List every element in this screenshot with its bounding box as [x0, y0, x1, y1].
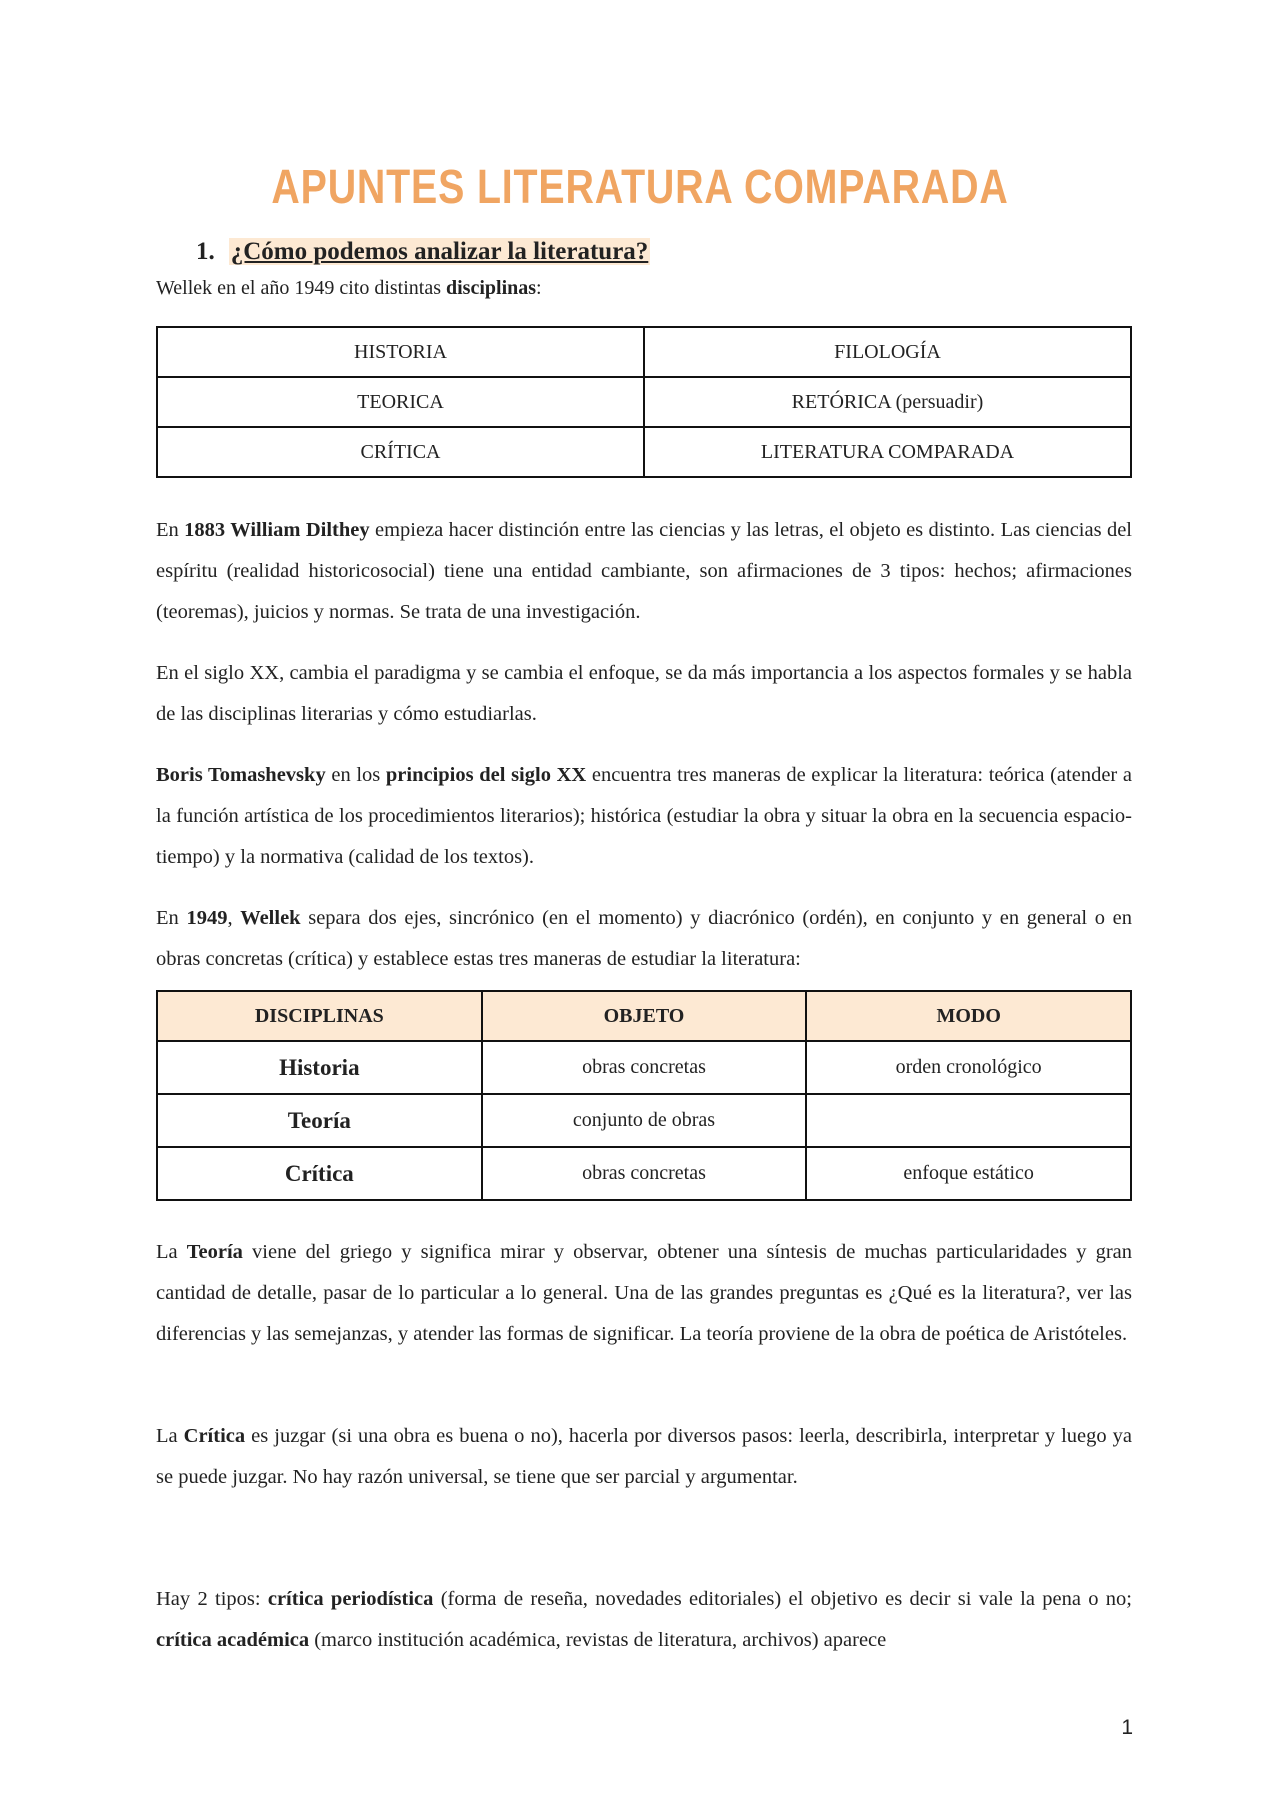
text: En el siglo XX, cambia el paradigma y se cambia el enfoque, se da más importancia a los aspectos formales y se habla de las disciplinas literarias y cómo estudiarlas.: [156, 662, 1132, 725]
bold-text: Crítica: [183, 1425, 246, 1447]
table-header: OBJETO: [482, 991, 807, 1041]
table-row: [157, 1041, 1131, 1094]
table-cell: obras concretas: [482, 1147, 807, 1200]
table-row: [157, 377, 1131, 427]
table-header-row: [157, 991, 1131, 1041]
table-cell: conjunto de obras: [482, 1094, 807, 1147]
bold-text: Wellek: [240, 907, 301, 929]
page-title: APUNTES LITERATURA COMPARADA: [271, 161, 1009, 214]
table-cell: CRÍTICA: [157, 427, 644, 477]
text: (marco institución académica, revistas de literatura, archivos) aparece: [309, 1629, 887, 1651]
text: es juzgar (si una obra es buena o no), hacerla por diversos pasos: leerla, describirla, interpretar y luego ya se puede juzgar. No hay razón universal, se tiene que ser parcial y argumentar.: [156, 1425, 1133, 1488]
paragraph-tomashevsky: [156, 755, 1132, 878]
paragraph-critica: [156, 1416, 1132, 1498]
section-heading: [196, 238, 650, 266]
bold-text: principios del siglo XX: [385, 764, 587, 786]
table-header: MODO: [806, 991, 1131, 1041]
paragraph-dilthey: [156, 510, 1132, 633]
paragraph-teoria: [156, 1232, 1132, 1355]
table-row: [157, 1147, 1131, 1200]
bold-text: Boris Tomashevsky: [156, 764, 326, 786]
table-cell: RETÓRICA (persuadir): [644, 377, 1131, 427]
table-cell: [806, 1094, 1131, 1147]
text: empieza hacer distinción entre las ciencias y las letras, el objeto es distinto. Las ciencias del espíritu (realidad historicosocial) tiene una entidad cambiante, son afirmaciones de 3 tipos: hechos; afirmaciones (teoremas), juicios y normas. Se trata de una investigación.: [156, 519, 1132, 623]
table-cell: LITERATURA COMPARADA: [644, 427, 1131, 477]
text: Hay 2 tipos:: [156, 1588, 268, 1610]
wellek-table: [156, 990, 1132, 1201]
text: La: [156, 1425, 184, 1447]
table-cell: Crítica: [157, 1147, 482, 1200]
table-row: [157, 427, 1131, 477]
table-cell: TEORICA: [157, 377, 644, 427]
paragraph-wellek: [156, 898, 1132, 980]
table-cell: obras concretas: [482, 1041, 807, 1094]
table-header: DISCIPLINAS: [157, 991, 482, 1041]
intro-bold: disciplinas: [446, 277, 537, 299]
text: encuentra tres maneras de explicar la literatura: teórica (atender a la función artística de los procedimientos literarios); histórica (estudiar la obra y situar la obra en la secuencia espacio-tiempo) y la normativa (calidad de los textos).: [156, 764, 1132, 868]
page-number: 1: [1121, 1716, 1133, 1739]
text: separa dos ejes, sincrónico (en el momento) y diacrónico (ordén), en conjunto y en general o en obras concretas (crítica) y establece estas tres maneras de estudiar la literatura:: [156, 907, 1132, 970]
table-cell: HISTORIA: [157, 327, 644, 377]
text: La: [156, 1241, 187, 1263]
table-cell: Teoría: [157, 1094, 482, 1147]
text: en los: [325, 764, 386, 786]
table-row: [157, 1094, 1131, 1147]
intro-text: Wellek en el año 1949 cito distintas: [156, 277, 446, 299]
paragraph-tipos-critica: [156, 1579, 1132, 1661]
bold-text: crítica periodística: [267, 1588, 434, 1610]
text: (forma de reseña, novedades editoriales) el objetivo es decir si vale la pena o no;: [433, 1588, 1132, 1610]
section-heading-text: ¿Cómo podemos analizar la literatura?: [230, 238, 649, 265]
bold-text: 1883 William Dilthey: [184, 519, 370, 541]
text: En: [156, 519, 185, 541]
text: En: [156, 907, 187, 929]
table-row: [157, 327, 1131, 377]
bold-text: 1949: [186, 907, 228, 929]
bold-text: crítica académica: [156, 1629, 310, 1651]
intro-colon: :: [536, 277, 542, 299]
bold-text: Teoría: [186, 1241, 243, 1263]
table-cell: orden cronológico: [806, 1041, 1131, 1094]
disciplines-table: [156, 326, 1132, 478]
paragraph-siglo-xx: [156, 653, 1132, 735]
intro-line: [156, 277, 542, 300]
text: ,: [227, 907, 241, 929]
section-number: 1.: [196, 238, 215, 265]
table-cell: enfoque estático: [806, 1147, 1131, 1200]
table-cell: FILOLOGÍA: [644, 327, 1131, 377]
table-cell: Historia: [157, 1041, 482, 1094]
text: viene del griego y significa mirar y observar, obtener una síntesis de muchas particularidades y gran cantidad de detalle, pasar de lo particular a lo general. Una de las grandes preguntas es ¿Qué es la literatura?, ver las diferencias y las semejanzas, y atender las formas de significar. La teoría proviene de la obra de poética de Aristóteles.: [156, 1241, 1132, 1345]
